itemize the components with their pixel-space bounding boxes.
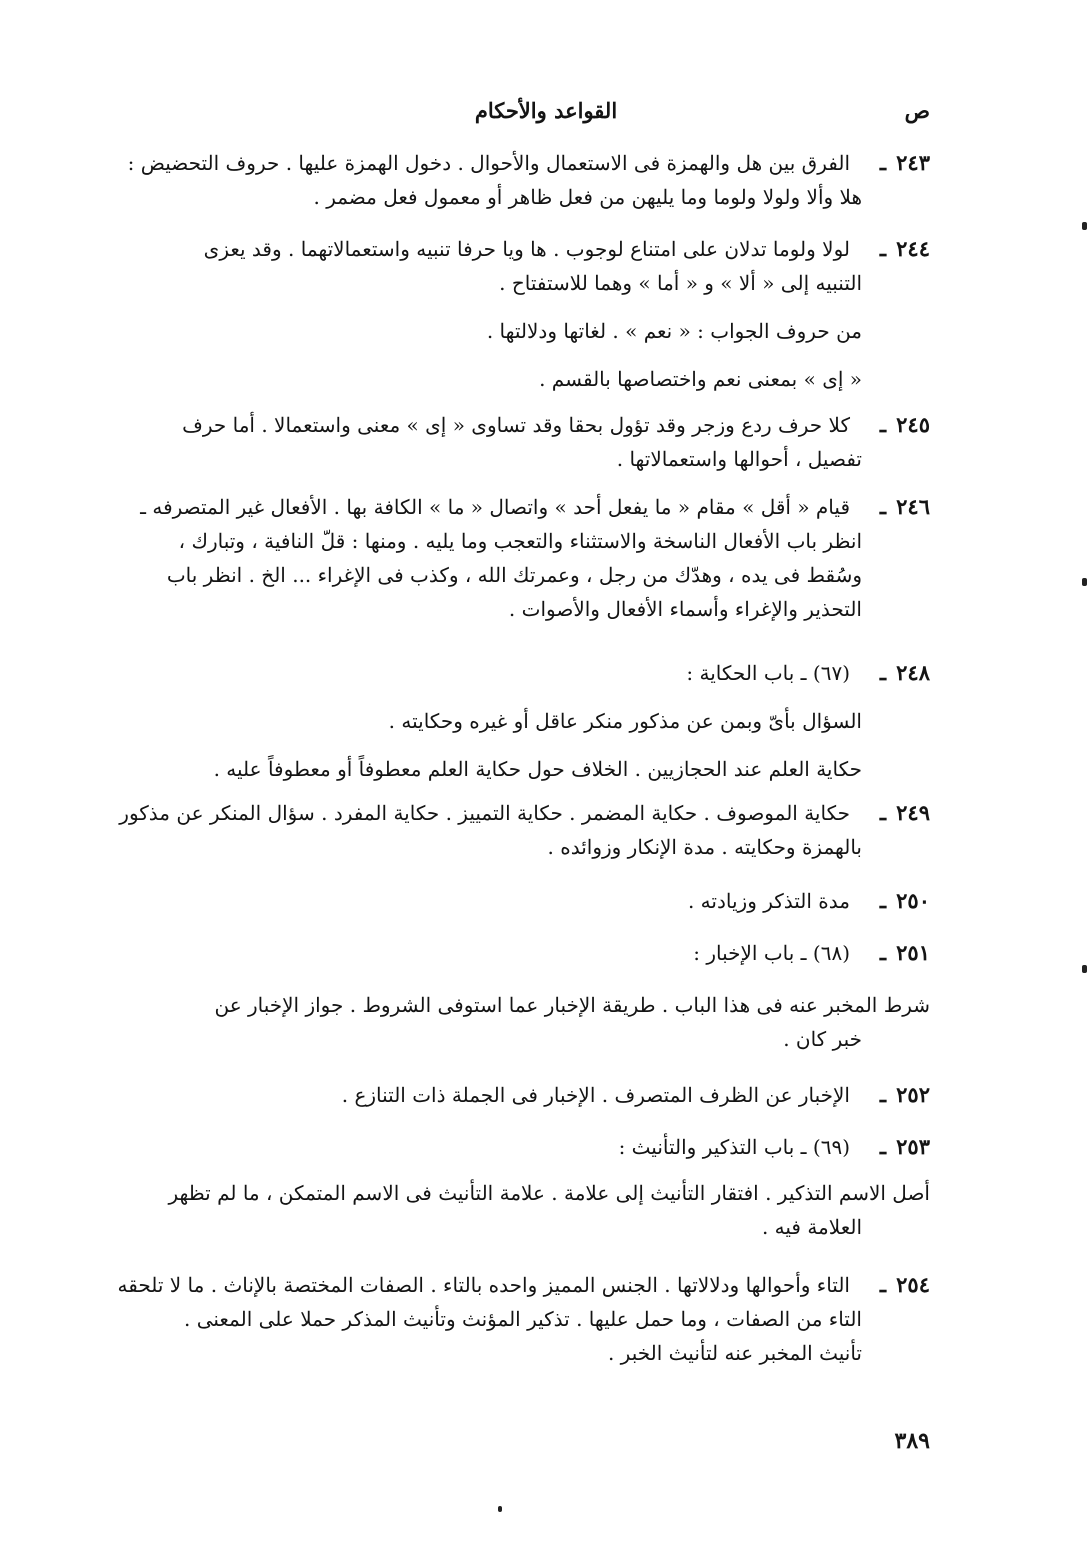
section-heading: (٦٨) ـ باب الإخبار :	[693, 941, 850, 965]
entry-250	[200, 884, 930, 918]
page-number: ٣٨٩	[894, 1428, 930, 1454]
entry-number: ٢٤٣	[896, 150, 930, 175]
entry-number: ٢٥١	[896, 940, 930, 965]
entry-line: التحذير والإغراء وأسماء الأفعال والأصوات .	[508, 597, 862, 621]
entry-dash: ـ	[879, 1272, 886, 1297]
entry-dash: ـ	[879, 660, 886, 685]
entry-252	[200, 1078, 930, 1112]
entry-254	[117, 1268, 930, 1370]
entry-251-body	[200, 988, 930, 1056]
entry-248	[200, 656, 930, 786]
entry-line: السؤال بأىّ وبمن عن مذكور منكر عاقل أو غيره وحكايته .	[388, 709, 862, 733]
entry-number: ٢٤٦	[896, 494, 930, 519]
entry-253-body	[168, 1176, 930, 1244]
entry-dash: ـ	[879, 412, 886, 437]
entry-line: تأنيث المخبر عنه لتأنيث الخبر .	[607, 1341, 862, 1365]
entry-243	[127, 146, 930, 214]
entry-line: الإخبار عن الظرف المتصرف . الإخبار فى الجملة ذات التنازع .	[341, 1083, 850, 1107]
scan-speck	[498, 1506, 502, 1512]
entry-line: « إى » بمعنى نعم واختصاصها بالقسم .	[539, 367, 862, 391]
entry-line: العلامة فيه .	[761, 1215, 862, 1239]
entry-line: أصل الاسم التذكير . افتقار التأنيث إلى علامة . علامة التأنيث فى الاسم المتمكن ، ما لم تظهر	[168, 1181, 930, 1205]
entry-number: ٢٤٨	[896, 660, 930, 685]
entry-line: خبر كان .	[783, 1027, 862, 1051]
entry-line: لولا ولوما تدلان على امتناع لوجوب . ها ويا حرفا تنبيه واستعمالاتهما . وقد يعزى	[203, 237, 850, 261]
entry-line: التاء وأحوالها ودلالاتها . الجنس المميز واحده بالتاء . الصفات المختصة بالإناث . ما لا تلحقه	[117, 1273, 850, 1297]
entry-line: انظر باب الأفعال الناسخة والاستثناء والتعجب وما يليه . ومنها : قلّ النافية ، وتبارك ،	[178, 529, 862, 553]
entry-245	[182, 408, 930, 476]
entry-number: ٢٤٥	[896, 412, 930, 437]
entry-line: تفصيل ، أحوالها واستعمالاتها .	[616, 447, 862, 471]
scan-speck	[1082, 965, 1087, 973]
entry-line: التاء من الصفات ، وما حمل عليها . تذكير المؤنث وتأنيث المذكر حملا على المعنى .	[183, 1307, 862, 1331]
entry-dash: ـ	[879, 940, 886, 965]
entry-number: ٢٤٤	[896, 236, 930, 261]
entry-number: ٢٥٤	[896, 1272, 930, 1297]
entry-line: بالهمزة وحكايته . مدة الإنكار وزوائده .	[547, 835, 862, 859]
entry-dash: ـ	[879, 236, 886, 261]
entry-line: حكاية العلم عند الحجازيين . الخلاف حول حكاية العلم معطوفاً أو معطوفاً عليه .	[213, 757, 862, 781]
entry-number: ٢٥٣	[896, 1134, 930, 1159]
entry-dash: ـ	[879, 150, 886, 175]
entry-line: الفرق بين هل والهمزة فى الاستعمال والأحوال . دخول الهمزة عليها . حروف التحضيض :	[127, 151, 850, 175]
entry-line: مدة التذكر وزيادته .	[687, 889, 850, 913]
entry-line: من حروف الجواب : « نعم » . لغاتها ودلالتها .	[486, 319, 862, 343]
entry-244	[200, 232, 930, 396]
entry-line: حكاية الموصوف . حكاية المضمر . حكاية التمييز . حكاية المفرد . سؤال المنكر عن مذكور	[119, 801, 850, 825]
entry-dash: ـ	[879, 494, 886, 519]
entry-dash: ـ	[879, 1082, 886, 1107]
running-title: القواعد والأحكام	[474, 98, 618, 123]
entry-number: ٢٥٢	[896, 1082, 930, 1107]
entry-dash: ـ	[879, 800, 886, 825]
entry-246	[140, 490, 930, 626]
entry-line: قيام « أقل » مقام « ما يفعل أحد » واتصال « ما » الكافة بها . الأفعال غير المتصرفه ـ	[140, 495, 850, 519]
entry-253	[200, 1130, 930, 1164]
entry-251	[200, 936, 930, 970]
entry-number: ٢٤٩	[896, 800, 930, 825]
entry-line: كلا حرف ردع وزجر وقد تؤول بحقا وقد تساوى « إى » معنى واستعمالا . أما حرف	[182, 413, 850, 437]
scan-speck	[1082, 578, 1087, 586]
entry-line: شرط المخبر عنه فى هذا الباب . طريقة الإخبار عما استوفى الشروط . جواز الإخبار عن	[214, 993, 930, 1017]
entry-line: التنبيه إلى « ألا » و « أما » وهما للاستفتاح .	[499, 271, 862, 295]
section-heading: (٦٧) ـ باب الحكاية :	[686, 661, 850, 685]
entry-line: وسُقط فى يده ، وهدّك من رجل ، وعمرتك الله ، وكذب فى الإغراء ... الخ . انظر باب	[166, 563, 862, 587]
entry-dash: ـ	[879, 1134, 886, 1159]
entry-number: ٢٥٠	[896, 888, 930, 913]
entry-dash: ـ	[879, 888, 886, 913]
entry-line: هلا وألا ولولا ولوما وما يليهن من فعل ظاهر أو معمول فعل مضمر .	[313, 185, 862, 209]
entry-249	[119, 796, 930, 864]
section-heading: (٦٩) ـ باب التذكير والتأنيث :	[618, 1135, 850, 1159]
header-corner-letter: ص	[904, 98, 930, 123]
scan-speck	[1082, 222, 1087, 230]
